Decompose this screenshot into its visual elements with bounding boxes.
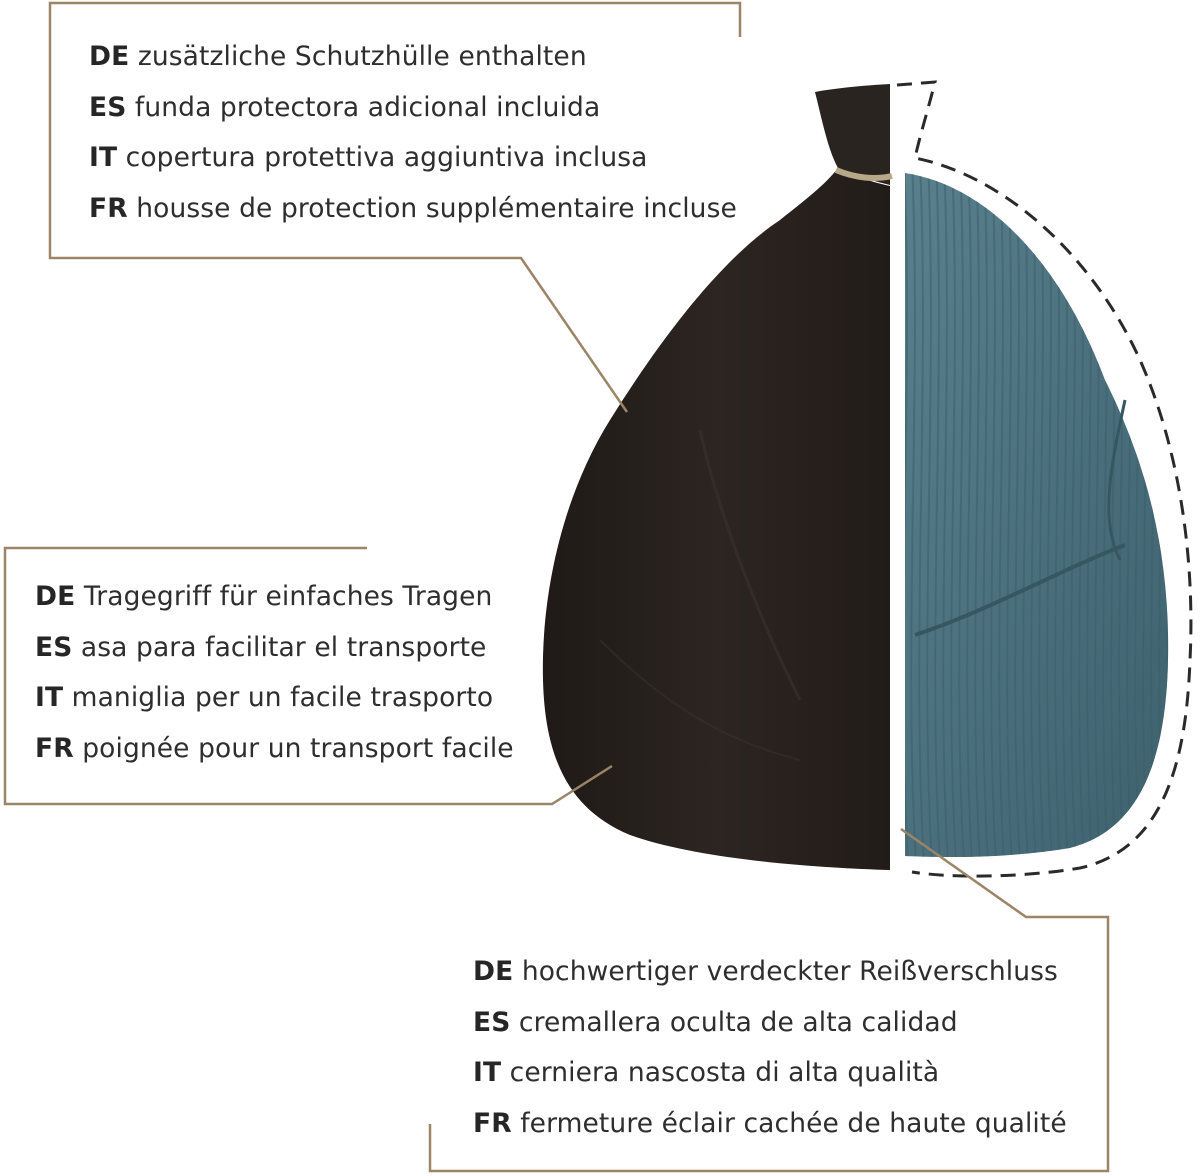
callout-line (35, 580, 514, 631)
callout-line (473, 1107, 1067, 1158)
outer-cover-body (543, 168, 890, 870)
corduroy-rib (1183, 160, 1189, 880)
callout-text: fermeture éclair cachée de haute qualité (520, 1107, 1067, 1139)
callout-line (89, 141, 737, 192)
callout-line (35, 681, 514, 732)
language-code: ES (473, 1006, 511, 1038)
callout-text: asa para facilitar el transporte (80, 631, 487, 663)
callout-line (473, 1056, 1067, 1107)
language-code: FR (35, 732, 74, 764)
callout-line (89, 192, 737, 243)
corduroy-rib (895, 160, 901, 880)
callout-text: cerniera nascosta di alta qualità (509, 1057, 940, 1088)
language-code: DE (89, 41, 130, 72)
callout-line (35, 631, 514, 682)
language-code: FR (473, 1107, 512, 1139)
language-code: DE (473, 956, 514, 987)
callout-text: zusätzliche Schutzhülle enthalten (137, 41, 587, 72)
language-code: ES (89, 91, 127, 123)
callout-text: housse de protection supplémentaire incluse (136, 192, 737, 224)
corduroy-rib (1175, 160, 1181, 880)
outer-cover-top-knot (815, 84, 890, 185)
corduroy-rib (1191, 160, 1197, 880)
callout-text: poignée pour un transport facile (82, 732, 514, 764)
language-code: FR (89, 192, 128, 224)
callout-line (89, 40, 737, 91)
callout-line (473, 955, 1067, 1006)
cover-callout-text (89, 40, 737, 242)
handle-callout-text (35, 580, 514, 782)
callout-text: maniglia per un facile trasporto (71, 682, 494, 713)
callout-line (89, 91, 737, 142)
language-code: DE (35, 581, 76, 612)
callout-text: copertura protettiva aggiuntiva inclusa (125, 142, 648, 173)
corduroy-cover-half (879, 160, 1197, 880)
language-code: IT (89, 142, 118, 173)
corduroy-rib (1159, 160, 1165, 880)
callout-text: cremallera oculta de alta calidad (518, 1006, 958, 1038)
language-code: IT (473, 1057, 502, 1088)
callout-line (473, 1006, 1067, 1057)
callout-text: Tragegriff für einfaches Tragen (83, 581, 493, 612)
callout-line (35, 732, 514, 783)
language-code: ES (35, 631, 73, 663)
callout-text: funda protectora adicional incluida (134, 91, 601, 123)
corduroy-rib (1167, 160, 1173, 880)
callout-text: hochwertiger verdeckter Reißverschluss (521, 956, 1058, 987)
language-code: IT (35, 682, 64, 713)
zipper-callout-text (473, 955, 1067, 1157)
